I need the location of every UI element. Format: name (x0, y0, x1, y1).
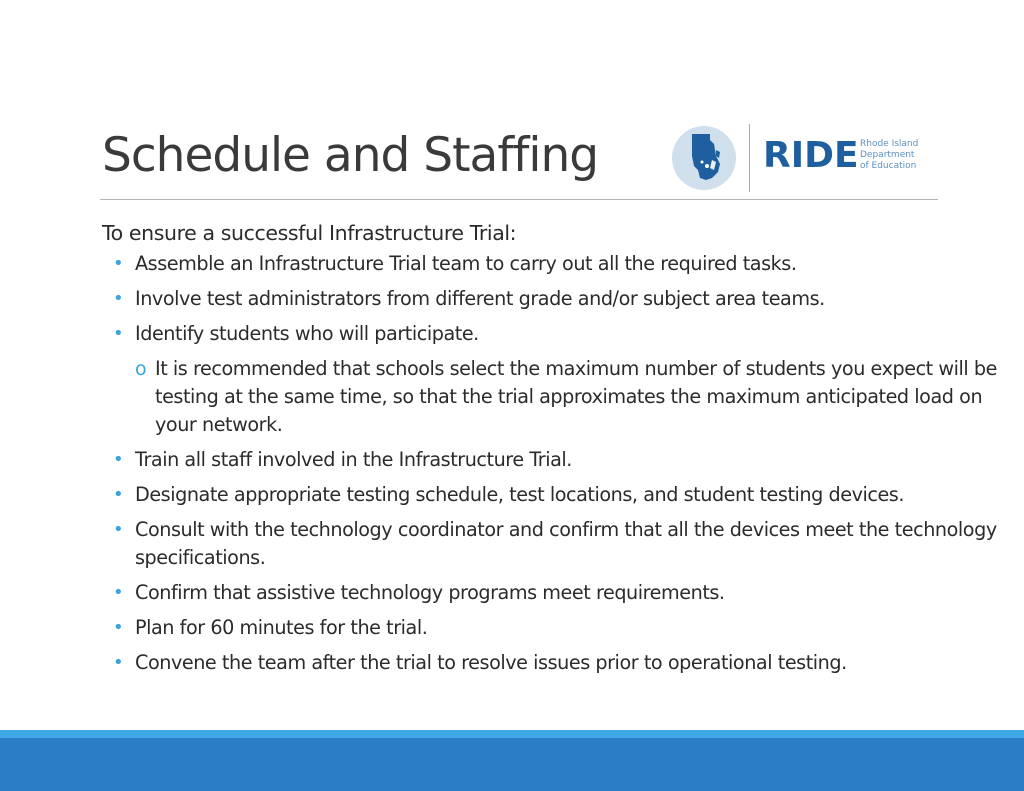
bullet-text: Convene the team after the trial to resolve issues prior to operational testing. (135, 651, 847, 674)
bullet-item (102, 320, 1017, 348)
bullet-text: Plan for 60 minutes for the trial. (135, 616, 428, 639)
rhode-island-state-map-icon (672, 126, 736, 190)
bullet-icon: • (113, 484, 124, 505)
bullet-icon: • (113, 449, 124, 470)
bullet-text: Train all staff involved in the Infrastructure Trial. (135, 448, 572, 471)
bullet-item (102, 649, 1017, 677)
footer-accent-stripe (0, 730, 1024, 738)
bullet-text: Consult with the technology coordinator and confirm that all the devices meet the technology specifications. (135, 518, 997, 569)
bullet-text: Involve test administrators from different grade and/or subject area teams. (135, 287, 825, 310)
sub-bullet-item (102, 355, 1017, 439)
bullet-item (102, 614, 1017, 642)
title-underline (100, 199, 938, 200)
ride-logo (672, 124, 942, 194)
bullet-icon: • (113, 617, 124, 638)
bullet-text: Confirm that assistive technology programs meet requirements. (135, 581, 725, 604)
bullet-item (102, 285, 1017, 313)
bullet-icon: • (113, 323, 124, 344)
bullet-item (102, 579, 1017, 607)
logo-subtitle (860, 139, 918, 172)
bullet-item (102, 481, 1017, 509)
bullet-icon: • (113, 519, 124, 540)
bullet-text: Assemble an Infrastructure Trial team to carry out all the required tasks. (135, 252, 797, 275)
logo-subtitle-line: Department (860, 150, 915, 160)
bullet-icon: • (113, 253, 124, 274)
logo-subtitle-line: of Education (860, 161, 917, 171)
bullet-item (102, 446, 1017, 474)
bullet-icon: • (113, 652, 124, 673)
logo-subtitle-line: Rhode Island (860, 139, 919, 149)
bullet-item (102, 250, 1017, 278)
bullet-icon: • (113, 288, 124, 309)
bullet-icon: • (113, 582, 124, 603)
slide-title: Schedule and Staffing (102, 128, 599, 183)
bullet-text: Identify students who will participate. (135, 322, 479, 345)
bullet-item (102, 516, 1017, 572)
slide-body (102, 216, 1017, 684)
footer-bar (0, 738, 1024, 791)
bullet-list (102, 250, 1017, 677)
logo-wordmark: RIDE (763, 135, 859, 176)
bullet-text: Designate appropriate testing schedule, test locations, and student testing devices. (135, 483, 905, 506)
logo-divider (749, 124, 750, 192)
sub-bullet-text: It is recommended that schools select the maximum number of students you expect will be testing at the same time, so that the trial approximates the maximum anticipated load on your network. (155, 357, 998, 436)
intro-text: To ensure a successful Infrastructure Trial: (102, 221, 517, 245)
sub-bullet-icon: o (135, 358, 147, 380)
